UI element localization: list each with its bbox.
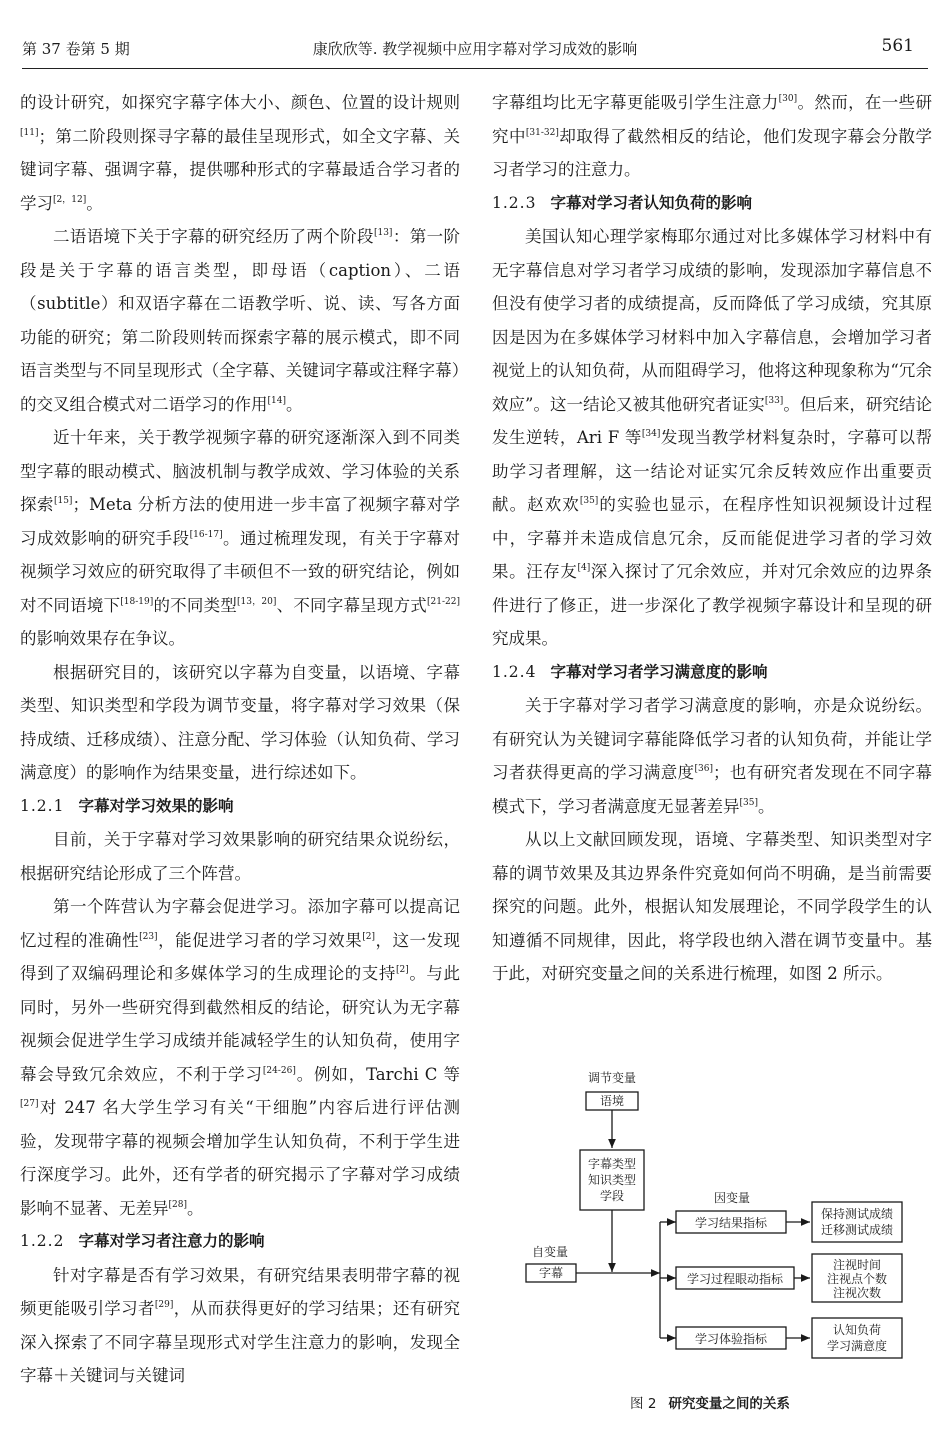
running-title: 康欣欣等. 教学视频中应用字幕对学习成效的影响 [312, 40, 638, 58]
section-number: 1.2.1 [20, 796, 65, 815]
independent-label: 自变量 [531, 1245, 569, 1259]
subtitle-text: 字幕 [538, 1266, 564, 1280]
citation-ref: [13，20] [237, 596, 277, 607]
paragraph: 关于字幕对学习者学习满意度的影响，亦是众说纷纭。有研究认为关键词字幕能降低学习者的认知负荷，并能让学习者获得更高的学习满意度[36]；也有研究者发现在不同字幕模式下，学习者满意度无显著差异[35]。 [492, 696, 933, 816]
citation-ref: [35] [579, 496, 599, 506]
section-heading-1-2-2 [20, 1225, 460, 1259]
section-number: 1.2.3 [492, 193, 537, 212]
section-title: 字幕对学习者学习满意度的影响 [550, 662, 768, 681]
citation-ref: [2] [395, 965, 409, 975]
moderator-item: 知识类型 [587, 1173, 637, 1187]
figure-caption [500, 1392, 920, 1412]
citation-ref: [23] [139, 931, 158, 942]
citation-ref: [24-26] [262, 1065, 296, 1076]
citation-ref: [11] [20, 127, 39, 138]
section-heading-1-2-1 [20, 790, 460, 824]
citation-ref: [13] [373, 228, 393, 238]
paragraph: 根据研究目的，该研究以字幕为自变量，以语境、字幕类型、知识类型和学段为调节变量，将字幕对学习效果（保持成绩、迁移成绩）、注意分配、学习体验（认知负荷、学习满意度）的影响作为结果变量，进行综述如下。 [20, 662, 460, 782]
context-text: 语境 [599, 1094, 625, 1108]
paragraph: 二语语境下关于字幕的研究经历了两个阶段[13]：第一阶段是关于字幕的语言类型，即母语（caption）、二语（subtitle）和双语字幕在二语教学听、说、读、写各方面功能的研究；第二阶段则转而探索字幕的展示模式，即不同语言类型与不同呈现形式（全字幕、关键词字幕或注释字幕）的交叉组合模式对二语学习的作用[14]。 [20, 227, 461, 414]
paragraph: 第一个阵营认为字幕会促进学习。添加字幕可以提高记忆过程的准确性[23]，能促进学习者的学习效果[2]，这一发现得到了双编码理论和多媒体学习的生成理论的支持[2]。与此同时，另外一些研究得到截然相反的结论，研究认为无字幕视频会促进学生学习成绩并能减轻学生的认知负荷，使用字幕会导致冗余效应，不利于学习[24-26]。例如，Tarchi C 等[27]对 247 名大学生学习有关“干细胞”内容后进行评估测验，发现带字幕的视频会增加学生认知负荷，不利于学生进行深度学习。此外，还有学者的研究揭示了字幕对学习成绩影响不显著、无差异[28]。 [20, 897, 461, 1218]
citation-ref: [31-32] [525, 127, 559, 138]
citation-ref: [14] [267, 395, 286, 406]
header-rule [22, 68, 928, 69]
section-title: 字幕对学习者认知负荷的影响 [550, 193, 752, 212]
section-title: 字幕对学习者注意力的影响 [78, 1232, 265, 1250]
citation-ref: [33] [764, 395, 784, 406]
result-text: 注视时间 [832, 1258, 882, 1272]
citation-ref: [30] [778, 94, 798, 104]
section-heading-1-2-3 [492, 187, 932, 221]
result-text: 迁移测试成绩 [820, 1223, 894, 1237]
paragraph: 针对字幕是否有学习效果，有研究结果表明带字幕的视频更能吸引学习者[29]，从而获得更好的学习结果；还有研究深入探索了不同字幕呈现形式对学生注意力的影响，发现全字幕＋关键词与关键词 [20, 1265, 461, 1385]
page-number: 561 [881, 36, 914, 56]
section-title: 字幕对学习效果的影响 [78, 796, 234, 815]
figure-title: 研究变量之间的关系 [668, 1396, 790, 1412]
result-text: 学习满意度 [826, 1339, 888, 1353]
citation-ref: [2] [362, 931, 375, 942]
paragraph: 目前，关于字幕对学习效果影响的研究结果众说纷纭，根据研究结论形成了三个阵营。 [20, 830, 460, 883]
citation-ref: [18-19] [120, 596, 154, 607]
result-text: 保持测试成绩 [820, 1207, 894, 1221]
citation-ref: [34] [641, 429, 661, 439]
paragraph: 美国认知心理学家梅耶尔通过对比多媒体学习材料中有无字幕信息对学习者学习成绩的影响，发现添加字幕信息不但没有使学习者的成绩提高，反而降低了学习成绩，究其原因是因为在多媒体学习材料中加入字幕信息，会增加学习者视觉上的认知负荷，从而阻碍学习，他将这种现象称为“冗余效应”。这一结论又被其他研究者证实[33]。但后来，研究结论发生逆转，Ari F 等[34]发现当教学材料复杂时，字幕可以帮助学习者理解，这一结论对证实冗余反转效应作出重要贡献。赵欢欢[35]的实验也显示，在程序性知识视频设计过程中，字幕并未造成信息冗余，反而能促进学习者的学习效果。汪存友[4]深入探讨了冗余效应，并对冗余效应的边界条件进行了修正，进一步深化了教学视频字幕设计和呈现的研究成果。 [492, 227, 933, 648]
citation-ref: [27] [20, 1099, 39, 1109]
indicator-text: 学习体验指标 [694, 1332, 768, 1346]
section-number: 1.2.2 [20, 1232, 65, 1250]
citation-ref: [16-17] [189, 529, 223, 540]
paragraph: 近十年来，关于教学视频字幕的研究逐渐深入到不同类型字幕的眼动模式、脑波机制与教学成效、学习体验的关系探索[15]；Meta 分析方法的使用进一步丰富了视频字幕对学习成效影响的研究手段[16-17]。通过梳理发现，有关于字幕对视频学习效应的研究取得了丰硕但不一致的研究结论，例如对不同语境下[18-19]的不同类型[13，20]、不同字幕呈现方式[21-22]的影响效果存在争议。 [20, 428, 461, 648]
paragraph: 字幕组均比无字幕更能吸引学生注意力[30]。然而，在一些研究中[31-32]却取得了截然相反的结论，他们发现字幕会分散学习者学习的注意力。 [492, 93, 933, 179]
citation-ref: [36] [694, 764, 713, 774]
left-column [20, 86, 460, 1393]
citation-ref: [15] [53, 496, 73, 506]
citation-ref: [28] [168, 1199, 187, 1210]
variable-relationship-diagram [500, 1062, 920, 1362]
indicator-text: 学习结果指标 [694, 1216, 768, 1230]
citation-ref: [2，12] [53, 194, 87, 205]
citation-ref: [4] [577, 563, 591, 573]
right-column [492, 86, 932, 991]
result-text: 认知负荷 [832, 1323, 882, 1337]
running-header [22, 30, 928, 60]
paragraph: 从以上文献回顾发现，语境、字幕类型、知识类型对字幕的调节效果及其边界条件究竟如何尚不明确，是当前需要探究的问题。此外，根据认知发展理论，不同学段学生的认知遵循不同规律，因此，将学段也纳入潜在调节变量中。基于此，对研究变量之间的关系进行梳理，如图 2 所示。 [492, 830, 932, 983]
section-heading-1-2-4 [492, 656, 932, 690]
moderator-label: 调节变量 [587, 1071, 637, 1085]
citation-ref: [35] [739, 797, 758, 808]
figure-number: 图 2 [630, 1396, 657, 1412]
citation-ref: [29] [154, 1300, 174, 1310]
paragraph: 的设计研究，如探究字幕字体大小、颜色、位置的设计规则[11]；第二阶段则探寻字幕的最佳呈现形式，如全文字幕、关键词字幕、强调字幕，提供哪种形式的字幕最适合学习者的学习[2，12]。 [20, 93, 460, 213]
result-text: 注视次数 [832, 1286, 882, 1300]
journal-volume: 第 37 卷第 5 期 [22, 40, 130, 58]
result-text: 注视点个数 [826, 1272, 888, 1286]
citation-ref: [21-22] [427, 596, 460, 607]
dependent-label: 因变量 [713, 1191, 751, 1205]
moderator-item: 学段 [599, 1189, 625, 1203]
moderator-item: 字幕类型 [587, 1157, 637, 1171]
indicator-text: 学习过程眼动指标 [686, 1272, 784, 1286]
section-number: 1.2.4 [492, 662, 537, 681]
